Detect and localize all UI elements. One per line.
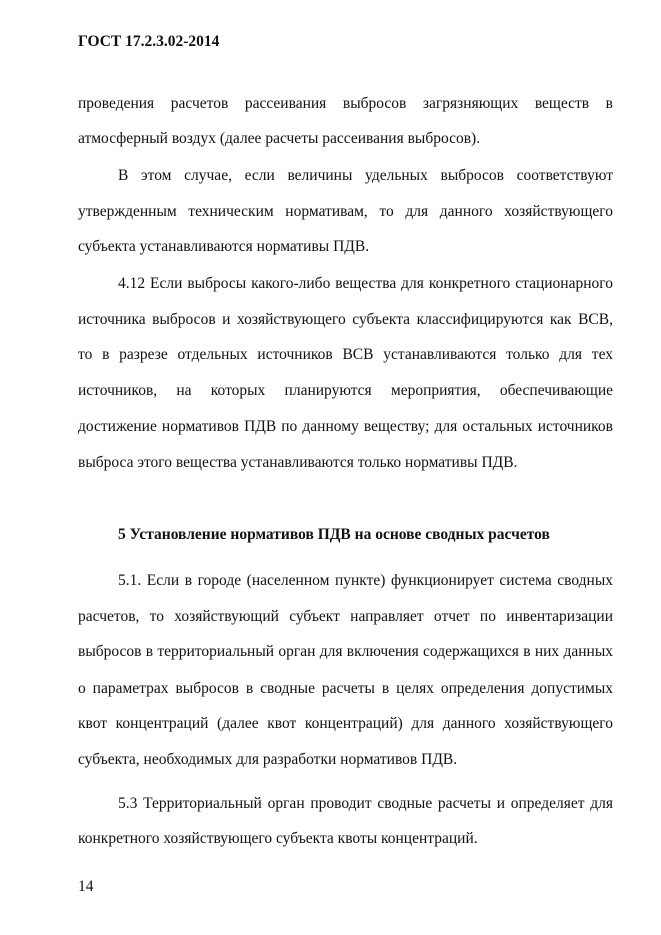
text-line: источника выбросов и хозяйствующего субъекта классифицируются как ВСВ,: [78, 311, 613, 328]
text-line: атмосферный воздух (далее расчеты рассеивания выбросов).: [78, 130, 481, 147]
text-line: о параметрах выбросов в сводные расчеты в целях определения допустимых: [78, 680, 613, 697]
section-heading: 5 Установление нормативов ПДВ на основе сводных расчетов: [118, 526, 550, 543]
text-line: выброса этого вещества устанавливаются только нормативы ПДВ.: [78, 454, 518, 471]
text-line: 5.1. Если в городе (населенном пункте) функционирует система сводных: [118, 572, 613, 589]
text-line: утвержденным техническим нормативам, то для данного хозяйствующего: [78, 203, 613, 220]
text-line: достижение нормативов ПДВ по данному веществу; для остальных источников: [78, 418, 613, 435]
text-line: В этом случае, если величины удельных выбросов соответствуют: [118, 167, 613, 184]
text-line: источников, на которых планируются мероприятия, обеспечивающие: [78, 382, 613, 399]
page-number: 14: [78, 878, 94, 895]
text-line: проведения расчетов рассеивания выбросов загрязняющих веществ в: [78, 95, 613, 112]
document-header: ГОСТ 17.2.3.02-2014: [78, 33, 220, 50]
text-line: конкретного хозяйствующего субъекта квоты концентраций.: [78, 830, 478, 847]
text-line: квот концентраций (далее квот концентраций) для данного хозяйствующего: [78, 715, 613, 732]
text-line: 4.12 Если выбросы какого-либо вещества для конкретного стационарного: [118, 275, 613, 292]
text-line: расчетов, то хозяйствующий субъект направляет отчет по инвентаризации: [78, 608, 613, 625]
text-line: выбросов в территориальный орган для включения содержащихся в них данных: [78, 643, 613, 660]
text-line: субъекта устанавливаются нормативы ПДВ.: [78, 238, 370, 255]
text-line: субъекта, необходимых для разработки нормативов ПДВ.: [78, 751, 458, 768]
text-line: 5.3 Территориальный орган проводит сводные расчеты и определяет для: [118, 795, 613, 812]
text-line: то в разрезе отдельных источников ВСВ устанавливаются только для тех: [78, 346, 613, 363]
